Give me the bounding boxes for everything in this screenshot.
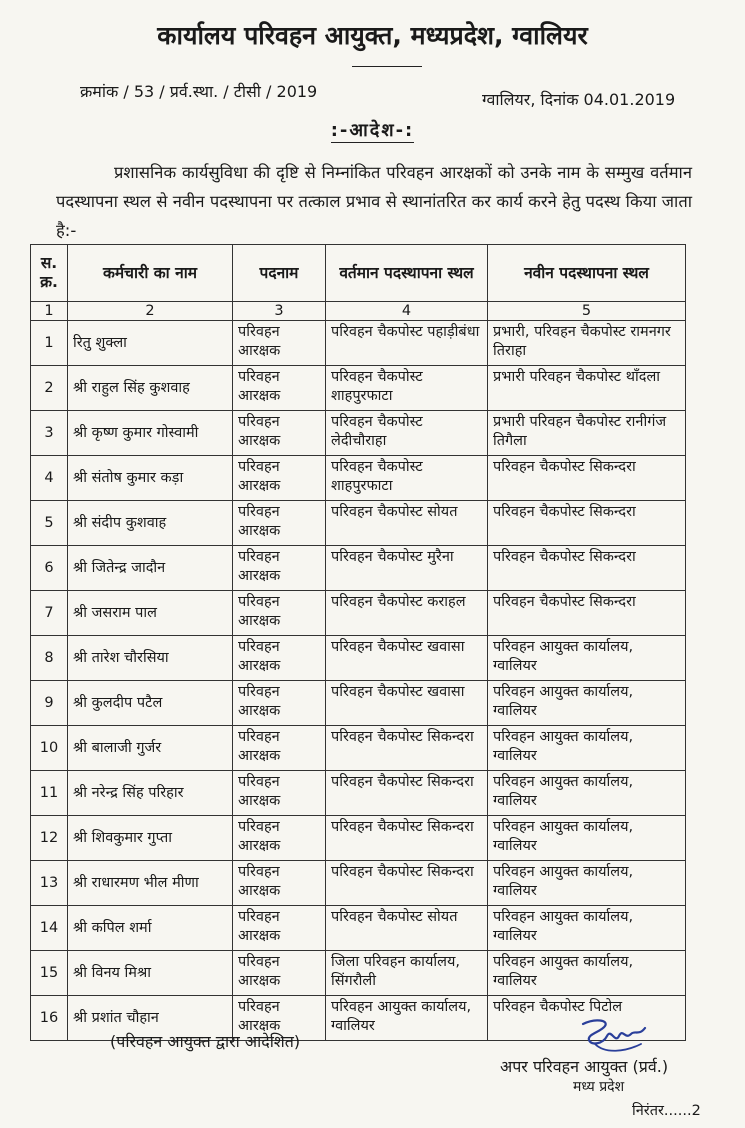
cell-sno: 4 <box>31 456 68 501</box>
cell-current-posting: परिवहन आयुक्त कार्यालय, ग्वालियर <box>326 996 488 1041</box>
table-row <box>31 501 686 546</box>
table-row <box>31 906 686 951</box>
cell-current-posting: परिवहन चैकपोस्ट सिकन्दरा <box>326 816 488 861</box>
cell-name: श्री राहुल सिंह कुशवाह <box>68 366 233 411</box>
cell-sno: 7 <box>31 591 68 636</box>
cell-sno: 8 <box>31 636 68 681</box>
cell-sno: 13 <box>31 861 68 906</box>
cell-new-posting: परिवहन चैकपोस्ट पिटोल <box>488 996 686 1041</box>
column-number: 3 <box>233 302 326 321</box>
cell-name: श्री कुलदीप पटैल <box>68 681 233 726</box>
column-number: 1 <box>31 302 68 321</box>
cell-name: श्री बालाजी गुर्जर <box>68 726 233 771</box>
cell-designation: परिवहन आरक्षक <box>233 726 326 771</box>
cell-current-posting: परिवहन चैकपोस्ट पहाड़ीबंधा <box>326 321 488 366</box>
table-row <box>31 636 686 681</box>
header-designation: पदनाम <box>233 245 326 302</box>
cell-name: श्री कपिल शर्मा <box>68 906 233 951</box>
table-body <box>31 321 686 1041</box>
continued-marker: निरंतर......2 <box>632 1103 701 1119</box>
title-underline <box>352 66 422 67</box>
cell-designation: परिवहन आरक्षक <box>233 546 326 591</box>
cell-designation: परिवहन आरक्षक <box>233 996 326 1041</box>
header-name: कर्मचारी का नाम <box>68 245 233 302</box>
cell-new-posting: परिवहन आयुक्त कार्यालय, ग्वालियर <box>488 771 686 816</box>
cell-sno: 2 <box>31 366 68 411</box>
table-row <box>31 546 686 591</box>
cell-new-posting: परिवहन चैकपोस्ट सिकन्दरा <box>488 456 686 501</box>
order-date: ग्वालियर, दिनांक 04.01.2019 <box>482 90 676 109</box>
cell-sno: 6 <box>31 546 68 591</box>
signatory-place: मध्य प्रदेश <box>573 1079 625 1095</box>
authority-note: (परिवहन आयुक्त द्वारा आदेशित) <box>110 1032 301 1051</box>
cell-designation: परिवहन आरक्षक <box>233 591 326 636</box>
cell-new-posting: परिवहन आयुक्त कार्यालय, ग्वालियर <box>488 681 686 726</box>
table-row <box>31 726 686 771</box>
cell-new-posting: प्रभारी, परिवहन चैकपोस्ट रामनगर तिराहा <box>488 321 686 366</box>
cell-current-posting: परिवहन चैकपोस्ट खवासा <box>326 681 488 726</box>
cell-name: श्री शिवकुमार गुप्ता <box>68 816 233 861</box>
cell-current-posting: परिवहन चैकपोस्ट सिकन्दरा <box>326 861 488 906</box>
table-row <box>31 861 686 906</box>
cell-new-posting: परिवहन चैकपोस्ट सिकन्दरा <box>488 501 686 546</box>
cell-new-posting: परिवहन चैकपोस्ट सिकन्दरा <box>488 546 686 591</box>
transfer-table <box>30 244 686 1041</box>
cell-name: श्री तारेश चौरसिया <box>68 636 233 681</box>
cell-new-posting: परिवहन आयुक्त कार्यालय, ग्वालियर <box>488 636 686 681</box>
cell-current-posting: परिवहन चैकपोस्ट सोयत <box>326 501 488 546</box>
cell-sno: 14 <box>31 906 68 951</box>
cell-name: श्री जितेन्द्र जादौन <box>68 546 233 591</box>
table-row <box>31 411 686 456</box>
order-heading-text: :-आदेश-: <box>330 120 415 141</box>
column-number: 4 <box>326 302 488 321</box>
cell-sno: 11 <box>31 771 68 816</box>
cell-name: श्री जसराम पाल <box>68 591 233 636</box>
cell-designation: परिवहन आरक्षक <box>233 456 326 501</box>
cell-new-posting: परिवहन आयुक्त कार्यालय, ग्वालियर <box>488 951 686 996</box>
cell-current-posting: परिवहन चैकपोस्ट लेदीचौराहा <box>326 411 488 456</box>
column-number: 2 <box>68 302 233 321</box>
cell-sno: 16 <box>31 996 68 1041</box>
column-number: 5 <box>488 302 686 321</box>
cell-new-posting: प्रभारी परिवहन चैकपोस्ट थाँदला <box>488 366 686 411</box>
cell-current-posting: परिवहन चैकपोस्ट सोयत <box>326 906 488 951</box>
cell-current-posting: परिवहन चैकपोस्ट शाहपुरफाटा <box>326 366 488 411</box>
cell-new-posting: परिवहन चैकपोस्ट सिकन्दरा <box>488 591 686 636</box>
cell-sno: 15 <box>31 951 68 996</box>
cell-sno: 9 <box>31 681 68 726</box>
cell-current-posting: परिवहन चैकपोस्ट सिकन्दरा <box>326 771 488 816</box>
cell-designation: परिवहन आरक्षक <box>233 951 326 996</box>
table-header-row <box>31 245 686 302</box>
signatory-title: अपर परिवहन आयुक्त (प्रर्व.) <box>500 1057 669 1076</box>
cell-designation: परिवहन आरक्षक <box>233 366 326 411</box>
cell-name: श्री कृष्ण कुमार गोस्वामी <box>68 411 233 456</box>
cell-sno: 10 <box>31 726 68 771</box>
cell-designation: परिवहन आरक्षक <box>233 501 326 546</box>
table-row <box>31 681 686 726</box>
cell-current-posting: परिवहन चैकपोस्ट मुरैना <box>326 546 488 591</box>
table-row <box>31 951 686 996</box>
cell-designation: परिवहन आरक्षक <box>233 771 326 816</box>
cell-name: रितु शुक्ला <box>68 321 233 366</box>
order-heading <box>0 118 745 142</box>
signature <box>575 1014 655 1059</box>
cell-sno: 3 <box>31 411 68 456</box>
cell-sno: 5 <box>31 501 68 546</box>
table-row <box>31 591 686 636</box>
table-row <box>31 456 686 501</box>
cell-sno: 12 <box>31 816 68 861</box>
reference-number: क्रमांक / 53 / प्रर्व.स्था. / टीसी / 2019 <box>80 82 318 101</box>
cell-designation: परिवहन आरक्षक <box>233 321 326 366</box>
column-number-row <box>31 302 686 321</box>
cell-designation: परिवहन आरक्षक <box>233 906 326 951</box>
cell-name: श्री संदीप कुशवाह <box>68 501 233 546</box>
cell-new-posting: परिवहन आयुक्त कार्यालय, ग्वालियर <box>488 861 686 906</box>
cell-new-posting: परिवहन आयुक्त कार्यालय, ग्वालियर <box>488 906 686 951</box>
header-sno: स. क्र. <box>31 245 68 302</box>
cell-designation: परिवहन आरक्षक <box>233 816 326 861</box>
cell-designation: परिवहन आरक्षक <box>233 636 326 681</box>
header-current-posting: वर्तमान पदस्थापना स्थल <box>326 245 488 302</box>
cell-current-posting: परिवहन चैकपोस्ट खवासा <box>326 636 488 681</box>
cell-name: श्री विनय मिश्रा <box>68 951 233 996</box>
table-row <box>31 366 686 411</box>
cell-current-posting: परिवहन चैकपोस्ट शाहपुरफाटा <box>326 456 488 501</box>
cell-name: श्री संतोष कुमार कड़ा <box>68 456 233 501</box>
intro-paragraph: प्रशासनिक कार्यसुविधा की दृष्टि से निम्नांकित परिवहन आरक्षकों को उनके नाम के सम्मुख वर्तमान पदस्थापना स्थल से नवीन पदस्थापना पर तत्काल प्रभाव से स्थानांतरित कर कार्य करने हेतु पदस्थ किया जाता है:- <box>56 163 692 240</box>
table-row <box>31 321 686 366</box>
cell-designation: परिवहन आरक्षक <box>233 681 326 726</box>
cell-designation: परिवहन आरक्षक <box>233 861 326 906</box>
cell-new-posting: परिवहन आयुक्त कार्यालय, ग्वालियर <box>488 726 686 771</box>
office-title: कार्यालय परिवहन आयुक्त, मध्यप्रदेश, ग्वालियर <box>157 21 588 50</box>
cell-designation: परिवहन आरक्षक <box>233 411 326 456</box>
cell-current-posting: जिला परिवहन कार्यालय, सिंगरौली <box>326 951 488 996</box>
signature-scribble-icon <box>575 1014 655 1059</box>
cell-name: श्री नरेन्द्र सिंह परिहार <box>68 771 233 816</box>
cell-new-posting: परिवहन आयुक्त कार्यालय, ग्वालियर <box>488 816 686 861</box>
table-row <box>31 816 686 861</box>
header-new-posting: नवीन पदस्थापना स्थल <box>488 245 686 302</box>
cell-new-posting: प्रभारी परिवहन चैकपोस्ट रानीगंज तिगैला <box>488 411 686 456</box>
cell-current-posting: परिवहन चैकपोस्ट सिकन्दरा <box>326 726 488 771</box>
cell-sno: 1 <box>31 321 68 366</box>
cell-name: श्री प्रशांत चौहान <box>68 996 233 1041</box>
cell-current-posting: परिवहन चैकपोस्ट कराहल <box>326 591 488 636</box>
table-row <box>31 771 686 816</box>
cell-name: श्री राधारमण भील मीणा <box>68 861 233 906</box>
